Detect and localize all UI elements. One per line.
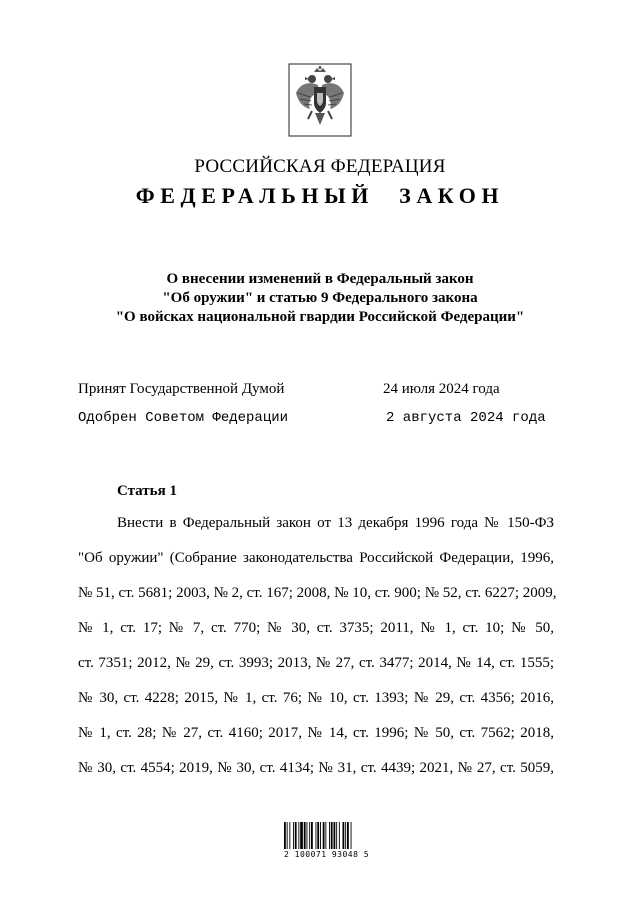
article-text-line: № 1, ст. 17; № 7, ст. 770; № 30, ст. 3735; 2011, № 1, ст. 10; № 50, xyxy=(78,620,554,636)
law-title-line: "Об оружии" и статью 9 Федерального закона xyxy=(162,290,478,306)
law-title xyxy=(60,270,580,327)
barcode-bar xyxy=(336,822,337,849)
barcode-bar xyxy=(284,822,286,849)
barcode-bar xyxy=(331,822,333,849)
barcode-bar xyxy=(311,822,313,849)
barcode-bar xyxy=(293,822,294,849)
barcode-bar xyxy=(329,822,330,849)
barcode xyxy=(280,808,370,858)
law-title-line: "О войсках национальной гвардии Российской Федерации" xyxy=(115,309,525,325)
approved-date: 2 августа 2024 года xyxy=(386,410,546,426)
article-text-line: ст. 7351; 2012, № 29, ст. 3993; 2013, № 27, ст. 3477; 2014, № 14, ст. 1555; xyxy=(78,655,554,671)
barcode-bar xyxy=(300,822,303,849)
barcode-bar xyxy=(343,822,345,849)
barcode-bar xyxy=(295,822,297,849)
article-text-line: "Об оружии" (Собрание законодательства Российской Федерации, 1996, xyxy=(78,550,554,566)
article-text-line: № 30, ст. 4554; 2019, № 30, ст. 4134; № 31, ст. 4439; 2021, № 27, ст. 5059, xyxy=(78,760,554,776)
barcode-bar xyxy=(316,822,317,849)
article-text-line: № 30, ст. 4228; 2015, № 1, ст. 76; № 10, ст. 1393; № 29, ст. 4356; 2016, xyxy=(78,690,554,706)
barcode-bar xyxy=(287,822,288,849)
barcode-bar xyxy=(307,822,308,849)
approved-label: Одобрен Советом Федерации xyxy=(78,410,289,426)
article-text-line: № 51, ст. 5681; 2003, № 2, ст. 167; 2008, № 10, ст. 900; № 52, ст. 6227; 2009, xyxy=(78,585,557,601)
barcode-bar xyxy=(351,822,352,849)
barcode-bar xyxy=(334,822,336,849)
adopted-date: 24 июля 2024 года xyxy=(383,381,500,397)
article-text-line: № 1, ст. 28; № 27, ст. 4160; 2017, № 14, ст. 1996; № 50, ст. 7562; 2018, xyxy=(78,725,554,741)
barcode-bar xyxy=(345,822,346,849)
barcode-bar xyxy=(320,822,321,849)
barcode-bar xyxy=(347,822,349,849)
country-name: РОССИЙСКАЯ ФЕДЕРАЦИЯ xyxy=(194,156,446,177)
document-type: ФЕДЕРАЛЬНЫЙ ЗАКОН xyxy=(135,183,505,208)
barcode-bar xyxy=(309,822,310,849)
law-title-line: О внесении изменений в Федеральный закон xyxy=(166,271,474,287)
adopted-label: Принят Государственной Думой xyxy=(78,381,285,397)
article-heading: Статья 1 xyxy=(117,483,177,499)
barcode-bar xyxy=(339,822,340,849)
barcode-bar xyxy=(298,822,299,849)
coat-of-arms-icon xyxy=(288,63,352,137)
article-text-line: Внести в Федеральный закон от 13 декабря 1996 года № 150-ФЗ xyxy=(117,515,554,531)
barcode-bar xyxy=(289,822,290,849)
barcode-bar xyxy=(317,822,319,849)
barcode-bar xyxy=(325,822,326,849)
barcode-bar xyxy=(304,822,306,849)
barcode-number: 2 100071 93048 5 xyxy=(284,850,370,859)
barcode-bar xyxy=(323,822,325,849)
